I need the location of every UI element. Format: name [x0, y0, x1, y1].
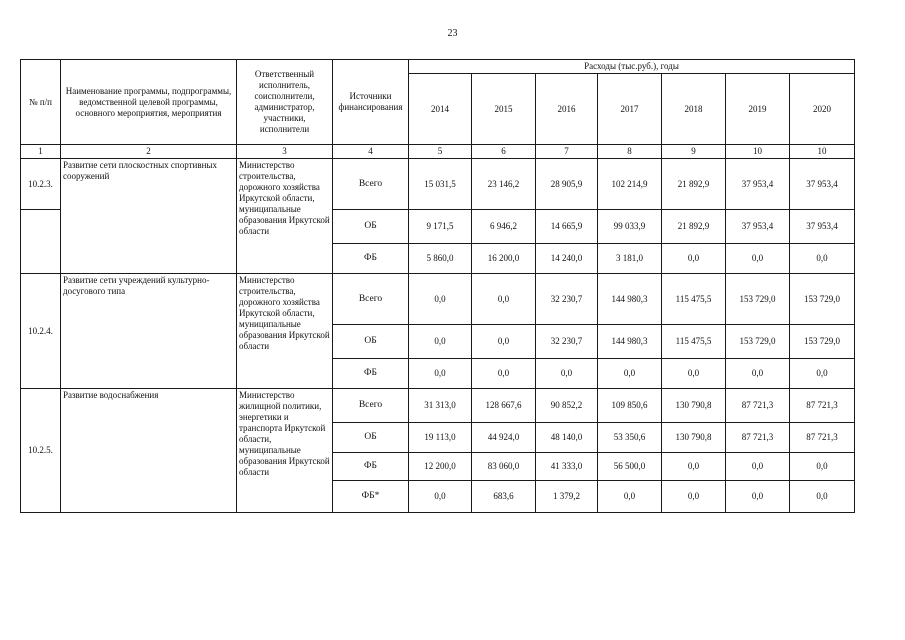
value-cell: 37 953,4	[726, 210, 790, 244]
column-number: 7	[536, 145, 598, 159]
value-cell: 130 790,8	[662, 389, 726, 423]
row-index: 10.2.5.	[21, 389, 61, 513]
value-cell: 14 240,0	[536, 244, 598, 274]
header-year: 2014	[409, 74, 472, 145]
value-cell: 683,6	[472, 481, 536, 513]
value-cell: 12 200,0	[409, 453, 472, 481]
value-cell: 0,0	[662, 359, 726, 389]
value-cell: 44 924,0	[472, 423, 536, 453]
header-year: 2020	[790, 74, 855, 145]
value-cell: 115 475,5	[662, 325, 726, 359]
column-number: 1	[21, 145, 61, 159]
header-source: Источники финансирования	[333, 60, 409, 145]
executor-name: Министерство жилищной политики, энергетики и транспорта Иркутской области, муниципальные образования Иркутской области	[237, 389, 333, 513]
value-cell: 23 146,2	[472, 159, 536, 210]
value-cell: 144 980,3	[598, 274, 662, 325]
header-no: № п/п	[21, 60, 61, 145]
table-row	[21, 274, 855, 325]
executor-name: Министерство строительства, дорожного хозяйства Иркутской области, муниципальные образования Иркутской области	[237, 274, 333, 389]
row-index: 10.2.4.	[21, 274, 61, 389]
value-cell: 3 181,0	[598, 244, 662, 274]
value-cell: 1 379,2	[536, 481, 598, 513]
funding-source: ФБ	[333, 244, 409, 274]
value-cell: 109 850,6	[598, 389, 662, 423]
value-cell: 130 790,8	[662, 423, 726, 453]
value-cell: 5 860,0	[409, 244, 472, 274]
value-cell: 87 721,3	[790, 389, 855, 423]
header-name: Наименование программы, подпрограммы, ведомственной целевой программы, основного мероприятия, мероприятия	[61, 60, 237, 145]
value-cell: 37 953,4	[790, 159, 855, 210]
header-year: 2015	[472, 74, 536, 145]
value-cell: 56 500,0	[598, 453, 662, 481]
column-number: 5	[409, 145, 472, 159]
value-cell: 53 350,6	[598, 423, 662, 453]
value-cell: 102 214,9	[598, 159, 662, 210]
value-cell: 153 729,0	[790, 274, 855, 325]
funding-source: Всего	[333, 389, 409, 423]
funding-source: ФБ*	[333, 481, 409, 513]
value-cell: 0,0	[598, 481, 662, 513]
value-cell: 87 721,3	[726, 389, 790, 423]
value-cell: 0,0	[790, 244, 855, 274]
value-cell: 41 333,0	[536, 453, 598, 481]
value-cell: 0,0	[409, 325, 472, 359]
value-cell: 153 729,0	[726, 274, 790, 325]
measure-name: Развитие водоснабжения	[61, 389, 237, 513]
value-cell: 9 171,5	[409, 210, 472, 244]
value-cell: 128 667,6	[472, 389, 536, 423]
empty-index-cell	[21, 210, 61, 274]
value-cell: 37 953,4	[790, 210, 855, 244]
value-cell: 0,0	[790, 481, 855, 513]
value-cell: 99 033,9	[598, 210, 662, 244]
header-executor: Ответственный исполнитель, соисполнители, администратор, участники, исполнители	[237, 60, 333, 145]
value-cell: 0,0	[409, 359, 472, 389]
value-cell: 90 852,2	[536, 389, 598, 423]
funding-source: ОБ	[333, 423, 409, 453]
page-number: 23	[447, 28, 458, 39]
budget-table	[20, 59, 855, 513]
value-cell: 0,0	[726, 453, 790, 481]
value-cell: 6 946,2	[472, 210, 536, 244]
header-year: 2017	[598, 74, 662, 145]
value-cell: 83 060,0	[472, 453, 536, 481]
value-cell: 0,0	[662, 244, 726, 274]
column-number: 8	[598, 145, 662, 159]
column-numbers-row	[21, 145, 855, 159]
funding-source: ОБ	[333, 210, 409, 244]
table-row	[21, 159, 855, 210]
value-cell: 0,0	[598, 359, 662, 389]
value-cell: 0,0	[662, 453, 726, 481]
value-cell: 153 729,0	[790, 325, 855, 359]
funding-source: Всего	[333, 274, 409, 325]
value-cell: 87 721,3	[790, 423, 855, 453]
value-cell: 19 113,0	[409, 423, 472, 453]
value-cell: 31 313,0	[409, 389, 472, 423]
value-cell: 28 905,9	[536, 159, 598, 210]
value-cell: 0,0	[726, 359, 790, 389]
value-cell: 0,0	[409, 481, 472, 513]
value-cell: 153 729,0	[726, 325, 790, 359]
value-cell: 87 721,3	[726, 423, 790, 453]
funding-source: ФБ	[333, 359, 409, 389]
value-cell: 21 892,9	[662, 210, 726, 244]
value-cell: 0,0	[790, 453, 855, 481]
value-cell: 0,0	[472, 325, 536, 359]
value-cell: 0,0	[790, 359, 855, 389]
funding-source: ФБ	[333, 453, 409, 481]
header-year: 2018	[662, 74, 726, 145]
column-number: 3	[237, 145, 333, 159]
value-cell: 0,0	[536, 359, 598, 389]
value-cell: 15 031,5	[409, 159, 472, 210]
header-expenses: Расходы (тыс.руб.), годы	[409, 60, 855, 74]
column-number: 10	[726, 145, 790, 159]
value-cell: 14 665,9	[536, 210, 598, 244]
table-row	[21, 389, 855, 423]
funding-source: Всего	[333, 159, 409, 210]
value-cell: 144 980,3	[598, 325, 662, 359]
value-cell: 0,0	[409, 274, 472, 325]
header-year: 2016	[536, 74, 598, 145]
column-number: 9	[662, 145, 726, 159]
value-cell: 16 200,0	[472, 244, 536, 274]
value-cell: 115 475,5	[662, 274, 726, 325]
value-cell: 37 953,4	[726, 159, 790, 210]
value-cell: 0,0	[472, 274, 536, 325]
header-year: 2019	[726, 74, 790, 145]
value-cell: 32 230,7	[536, 325, 598, 359]
funding-source: ОБ	[333, 325, 409, 359]
value-cell: 0,0	[726, 244, 790, 274]
value-cell: 0,0	[662, 481, 726, 513]
value-cell: 48 140,0	[536, 423, 598, 453]
column-number: 2	[61, 145, 237, 159]
measure-name: Развитие сети учреждений культурно-досугового типа	[61, 274, 237, 389]
value-cell: 21 892,9	[662, 159, 726, 210]
measure-name: Развитие сети плоскостных спортивных сооружений	[61, 159, 237, 274]
executor-name: Министерство строительства, дорожного хозяйства Иркутской области, муниципальные образования Иркутской области	[237, 159, 333, 274]
value-cell: 0,0	[726, 481, 790, 513]
row-index: 10.2.3.	[21, 159, 61, 210]
column-number: 10	[790, 145, 855, 159]
value-cell: 0,0	[472, 359, 536, 389]
column-number: 4	[333, 145, 409, 159]
value-cell: 32 230,7	[536, 274, 598, 325]
column-number: 6	[472, 145, 536, 159]
